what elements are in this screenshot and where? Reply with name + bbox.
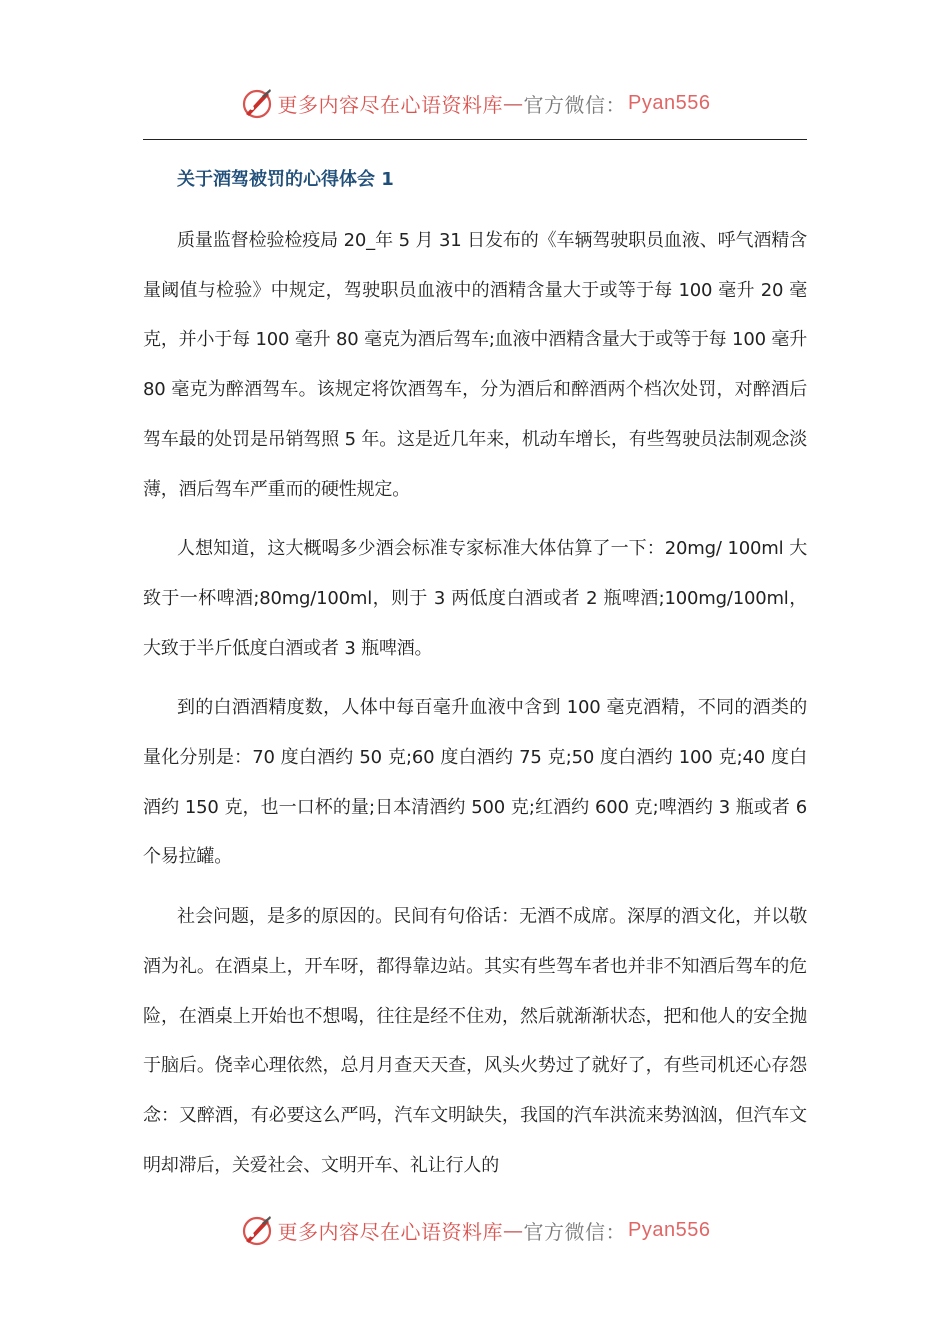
footer-watermark-banner	[0, 1210, 950, 1250]
footer-banner-separator: —	[503, 1218, 524, 1242]
footer-banner-slogan: 更多内容尽在心语资料库	[277, 1219, 504, 1244]
footer-banner-wechat-id: Pyan556	[628, 1218, 711, 1241]
banner-wechat-id: Pyan556	[628, 91, 711, 114]
document-title: 关于酒驾被罚的心得体会 1	[177, 169, 394, 190]
header-watermark-banner	[0, 83, 950, 123]
paragraph-3: 到的白酒酒精度数，人体中每百毫升血液中含到 100 毫克酒精，不同的酒类的量化分别是：70 度白酒约 50 克;60 度白酒约 75 克;50 度白酒约 100 克;40 度白酒约 150 克，也一口杯的量;日本清酒约 500 克;红酒约 600 克;啤酒约 3 瓶或者 6 个易拉罐。	[143, 697, 807, 868]
document-body	[143, 162, 807, 1200]
footer-banner-wechat-label: 官方微信：	[523, 1219, 627, 1244]
quill-pen-logo-icon	[240, 1213, 274, 1247]
quill-pen-logo-icon	[240, 86, 274, 120]
paragraph-1: 质量监督检验检疫局 20_年 5 月 31 日发布的《车辆驾驶职员血液、呼气酒精含量阈值与检验》中规定，驾驶职员血液中的酒精含量大于或等于每 100 毫升 20 毫克，并小于每 100 毫升 80 毫克为酒后驾车;血液中酒精含量大于或等于每 100 毫升 80 毫克为醉酒驾车。该规定将饮酒驾车，分为酒后和醉酒两个档次处罚，对醉酒后驾车最的处罚是吊销驾照 5 年。这是近几年来，机动车增长，有些驾驶员法制观念淡薄，酒后驾车严重而的硬性规定。	[143, 230, 807, 500]
banner-slogan: 更多内容尽在心语资料库	[277, 92, 504, 117]
paragraph-4: 社会问题，是多的原因的。民间有句俗话：无酒不成席。深厚的酒文化，并以敬酒为礼。在酒桌上，开车呀，都得靠边站。其实有些驾车者也并非不知酒后驾车的危险，在酒桌上开始也不想喝，往往是经不住劝，然后就渐渐状态，把和他人的安全抛于脑后。侥幸心理依然，总月月查天天查，风头火势过了就好了，有些司机还心存怨念：又醉酒，有必要这么严吗，汽车文明缺失，我国的汽车洪流来势汹汹，但汽车文明却滞后，关爱社会、文明开车、礼让行人的	[143, 906, 807, 1176]
paragraph-2: 人想知道，这大概喝多少酒会标准专家标准大体估算了一下：20mg/ 100ml 大致于一杯啤酒;80mg/100ml，则于 3 两低度白酒或者 2 瓶啤酒;100mg/100ml，大致于半斤低度白酒或者 3 瓶啤酒。	[143, 538, 807, 659]
banner-separator: —	[503, 91, 524, 115]
banner-wechat-label: 官方微信：	[523, 92, 627, 117]
header-divider	[143, 139, 807, 140]
